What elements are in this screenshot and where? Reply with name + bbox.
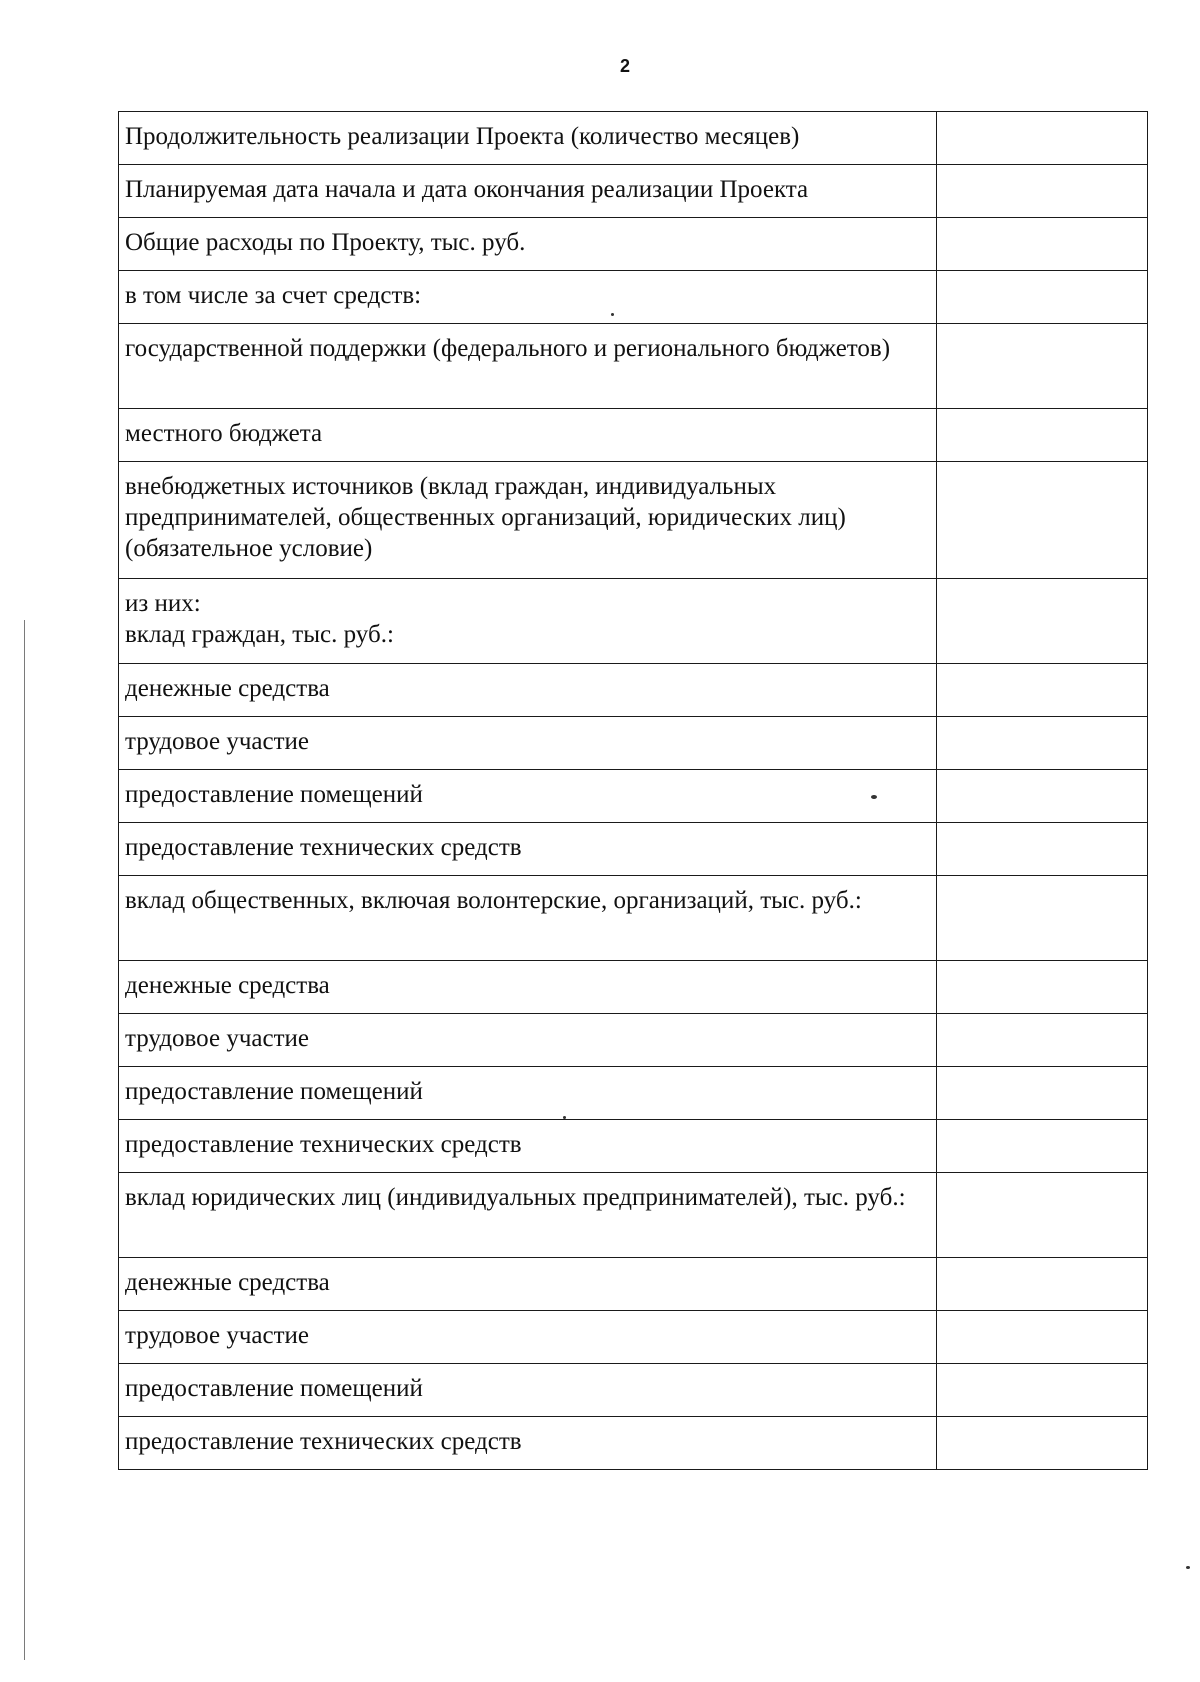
scan-artifact-line <box>24 620 25 1660</box>
row-label: предоставление технических средств <box>119 1120 937 1173</box>
table-row <box>119 1311 1148 1364</box>
row-value-field[interactable] <box>937 961 1148 1014</box>
row-label: трудовое участие <box>119 1311 937 1364</box>
table-row <box>119 218 1148 271</box>
table-row <box>119 770 1148 823</box>
table-row <box>119 324 1148 409</box>
table-row <box>119 1258 1148 1311</box>
row-label: денежные средства <box>119 1258 937 1311</box>
table-row <box>119 1120 1148 1173</box>
row-value-field[interactable] <box>937 1120 1148 1173</box>
table-row <box>119 1364 1148 1417</box>
row-value-field[interactable] <box>937 112 1148 165</box>
row-label: предоставление технических средств <box>119 1417 937 1470</box>
table-row <box>119 462 1148 579</box>
table-row <box>119 112 1148 165</box>
row-value-field[interactable] <box>937 717 1148 770</box>
row-value-field[interactable] <box>937 664 1148 717</box>
row-label: трудовое участие <box>119 1014 937 1067</box>
table-row <box>119 165 1148 218</box>
row-value-field[interactable] <box>937 770 1148 823</box>
row-label: вклад юридических лиц (индивидуальных предпринимателей), тыс. руб.: <box>119 1173 937 1258</box>
row-label: Продолжительность реализации Проекта (количество месяцев) <box>119 112 937 165</box>
table-row <box>119 876 1148 961</box>
row-label: предоставление помещений <box>119 1067 937 1120</box>
row-value-field[interactable] <box>937 1067 1148 1120</box>
row-label: предоставление помещений <box>119 1364 937 1417</box>
row-label: денежные средства <box>119 664 937 717</box>
table-row <box>119 1014 1148 1067</box>
project-budget-table <box>118 111 1148 1470</box>
row-value-field[interactable] <box>937 1417 1148 1470</box>
row-label: государственной поддержки (федерального и регионального бюджетов) <box>119 324 937 409</box>
row-label: вклад общественных, включая волонтерские, организаций, тыс. руб.: <box>119 876 937 961</box>
table-row <box>119 961 1148 1014</box>
row-value-field[interactable] <box>937 1014 1148 1067</box>
table-body <box>119 112 1148 1470</box>
row-value-field[interactable] <box>937 823 1148 876</box>
row-value-field[interactable] <box>937 165 1148 218</box>
row-label: из них: вклад граждан, тыс. руб.: <box>119 579 937 664</box>
row-value-field[interactable] <box>937 1173 1148 1258</box>
table-row <box>119 664 1148 717</box>
row-value-field[interactable] <box>937 579 1148 664</box>
scan-artifact-speck <box>1186 1566 1190 1569</box>
row-label: денежные средства <box>119 961 937 1014</box>
table-row <box>119 1067 1148 1120</box>
page-number: 2 <box>619 56 630 76</box>
row-value-field[interactable] <box>937 876 1148 961</box>
row-label: предоставление технических средств <box>119 823 937 876</box>
row-label: в том числе за счет средств: <box>119 271 937 324</box>
table-row <box>119 717 1148 770</box>
row-value-field[interactable] <box>937 1311 1148 1364</box>
row-value-field[interactable] <box>937 462 1148 579</box>
row-label: трудовое участие <box>119 717 937 770</box>
table-row <box>119 1173 1148 1258</box>
row-label: внебюджетных источников (вклад граждан, индивидуальных предпринимателей, общественных организаций, юридических лиц) (обязательное условие) <box>119 462 937 579</box>
row-value-field[interactable] <box>937 409 1148 462</box>
row-label: Общие расходы по Проекту, тыс. руб. <box>119 218 937 271</box>
row-label: местного бюджета <box>119 409 937 462</box>
table-row <box>119 823 1148 876</box>
table-row <box>119 579 1148 664</box>
row-value-field[interactable] <box>937 1258 1148 1311</box>
table-row <box>119 1417 1148 1470</box>
table-row <box>119 409 1148 462</box>
row-value-field[interactable] <box>937 324 1148 409</box>
table-row <box>119 271 1148 324</box>
row-label: предоставление помещений <box>119 770 937 823</box>
row-value-field[interactable] <box>937 271 1148 324</box>
row-value-field[interactable] <box>937 1364 1148 1417</box>
row-label: Планируемая дата начала и дата окончания реализации Проекта <box>119 165 937 218</box>
row-value-field[interactable] <box>937 218 1148 271</box>
